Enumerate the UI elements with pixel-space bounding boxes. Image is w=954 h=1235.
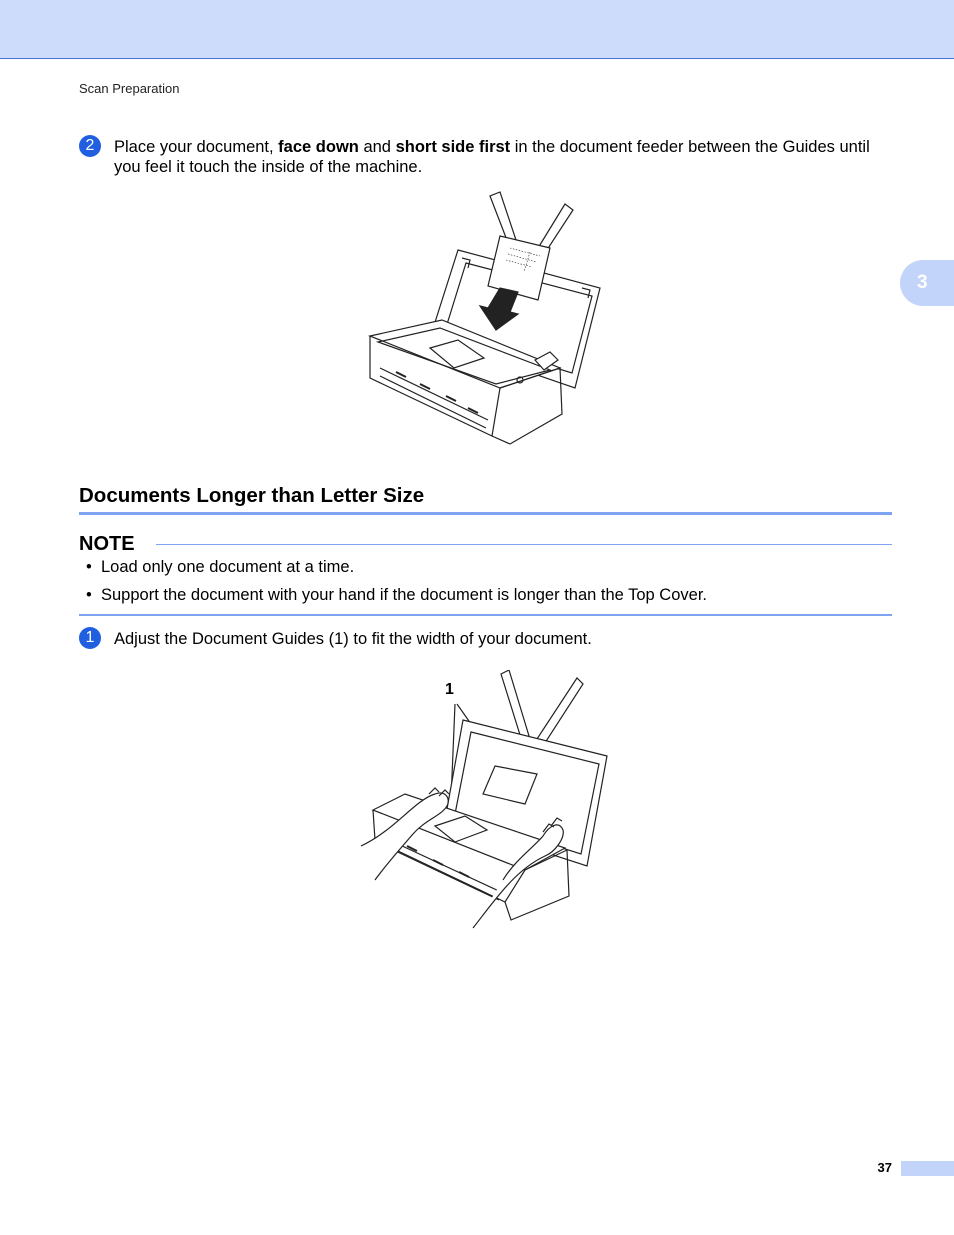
section-heading: Documents Longer than Letter Size (79, 484, 425, 507)
note-item (86, 585, 707, 605)
step-text-part: in the document feeder between the Guides until you feel it touch the inside of the machine. (114, 138, 870, 176)
bullet-icon: • (86, 558, 92, 576)
step-text: Adjust the Document Guides (1) to fit the width of your document. (114, 630, 592, 648)
chapter-number: 3 (917, 272, 928, 293)
page-number: 37 (877, 1160, 892, 1175)
running-header: Scan Preparation (79, 81, 180, 96)
step-text (114, 137, 894, 177)
note-list (86, 557, 707, 613)
top-header-band (0, 0, 954, 59)
step-text-part: Place your document, (114, 138, 279, 156)
note-title: NOTE (79, 533, 135, 555)
step-place-document (79, 137, 894, 177)
step-text-part: and (358, 138, 396, 156)
emphasis-short-side-first: short side first (395, 138, 511, 156)
callout-label: 1 (445, 681, 454, 698)
emphasis-face-down: face down (278, 138, 359, 156)
scanner-guides-illustration (355, 670, 615, 938)
note-item-text: Support the document with your hand if the document is longer than the Top Cover. (101, 586, 707, 604)
step-number-badge: 1 (79, 627, 101, 649)
section-divider (79, 512, 892, 515)
page-footer-tab (901, 1161, 954, 1176)
note-item-text: Load only one document at a time. (101, 558, 355, 576)
bullet-icon: • (86, 586, 92, 604)
scanner-loading-illustration (360, 188, 620, 450)
step-number-badge: 2 (79, 135, 101, 157)
step-adjust-guides (79, 629, 894, 649)
note-divider-bottom (79, 614, 892, 616)
note-divider-top (156, 544, 892, 545)
chapter-tab (900, 260, 954, 306)
note-item (86, 557, 707, 577)
